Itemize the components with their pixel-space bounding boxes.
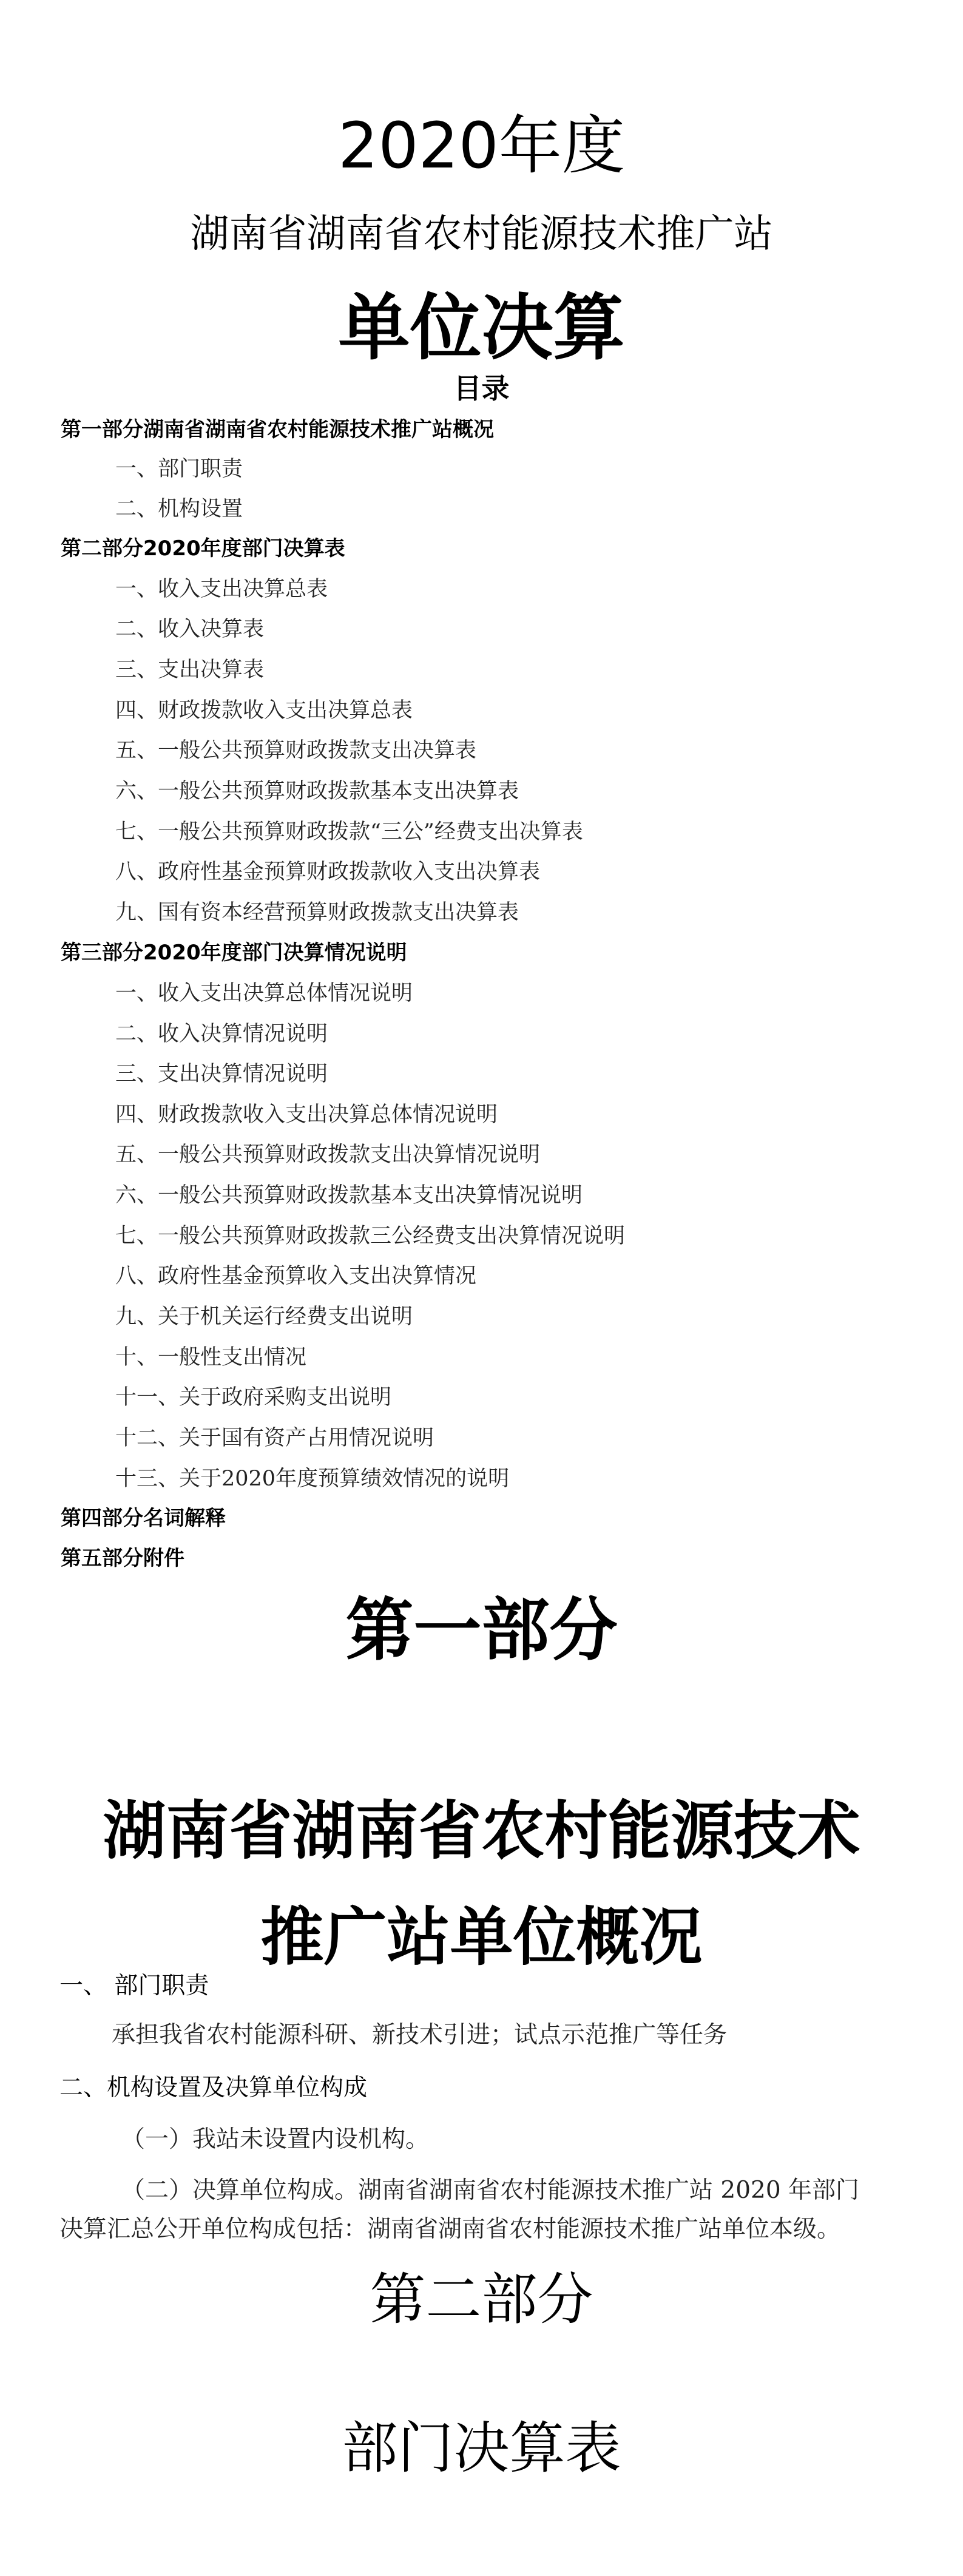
duties-text: 承担我省农村能源科研、新技术引进；试点示范推广等任务 [112,2021,728,2049]
toc-part-2[interactable]: 第二部分2020年度部门决算表 [61,536,345,561]
toc-item[interactable]: 八、政府性基金预算收入支出决算情况 [115,1264,477,1288]
toc-item[interactable]: 九、关于机关运行经费支出说明 [115,1305,413,1329]
toc-item[interactable]: 一、收入支出决算总表 [115,577,328,601]
document-year: 2020年度 [338,109,625,183]
toc-item[interactable]: 二、收入决算情况说明 [115,1022,328,1046]
toc-item[interactable]: 四、财政拨款收入支出决算总表 [115,698,413,723]
toc-item[interactable]: 六、一般公共预算财政拨款基本支出决算表 [115,779,519,803]
toc-item[interactable]: 十二、关于国有资产占用情况说明 [115,1426,434,1450]
document-type-title: 单位决算 [338,286,625,370]
toc-item[interactable]: 九、国有资本经营预算财政拨款支出决算表 [115,901,519,925]
toc-item[interactable]: 六、一般公共预算财政拨款基本支出决算情况说明 [115,1183,583,1208]
toc-part-4[interactable]: 第四部分名词解释 [61,1506,226,1530]
toc-part-1[interactable]: 第一部分湖南省湖南省农村能源技术推广站概况 [61,418,494,442]
toc-item[interactable]: 五、一般公共预算财政拨款支出决算表 [115,739,477,763]
toc-item[interactable]: 一、收入支出决算总体情况说明 [115,981,413,1006]
section-heading-duties: 一、 部门职责 [59,1972,209,2000]
tables-title: 部门决算表 [342,2416,621,2481]
toc-item[interactable]: 八、政府性基金预算财政拨款收入支出决算表 [115,860,541,884]
overview-title-line2: 推广站单位概况 [260,1900,703,1974]
toc-item[interactable]: 十一、关于政府采购支出说明 [115,1385,392,1410]
toc-item[interactable]: 五、一般公共预算财政拨款支出决算情况说明 [115,1143,541,1167]
toc-part-3[interactable]: 第三部分2020年度部门决算情况说明 [61,941,407,965]
part1-title: 第一部分 [345,1591,618,1670]
toc-item[interactable]: 二、机构设置 [115,497,243,521]
toc-item[interactable]: 二、收入决算表 [115,617,265,641]
toc-item[interactable]: 三、支出决算表 [115,658,265,682]
toc-item[interactable]: 七、一般公共预算财政拨款“三公”经费支出决算表 [115,820,583,844]
toc-item[interactable]: 四、财政拨款收入支出决算总体情况说明 [115,1103,498,1127]
structure-para-1: （一）我站未设置内设机构。 [121,2126,430,2153]
section-heading-structure: 二、机构设置及决算单位构成 [59,2074,368,2101]
toc-item[interactable]: 一、部门职责 [115,457,243,481]
toc-heading: 目录 [453,372,510,405]
overview-title-line1: 湖南省湖南省农村能源技术 [103,1794,860,1868]
document-organization: 湖南省湖南省农村能源技术推广站 [190,212,773,257]
toc-item[interactable]: 十三、关于2020年度预算绩效情况的说明 [115,1467,510,1491]
toc-item[interactable]: 三、支出决算情况说明 [115,1062,328,1086]
toc-part-5[interactable]: 第五部分附件 [61,1546,184,1570]
structure-para-2-line2: 决算汇总公开单位构成包括：湖南省湖南省农村能源技术推广站单位本级。 [59,2216,841,2243]
toc-item[interactable]: 七、一般公共预算财政拨款三公经费支出决算情况说明 [115,1224,626,1248]
part2-title: 第二部分 [370,2267,593,2332]
toc-item[interactable]: 十、一般性支出情况 [115,1345,307,1370]
structure-para-2-line1: （二）决算单位构成。湖南省湖南省农村能源技术推广站 2020 年部门 [121,2177,860,2204]
